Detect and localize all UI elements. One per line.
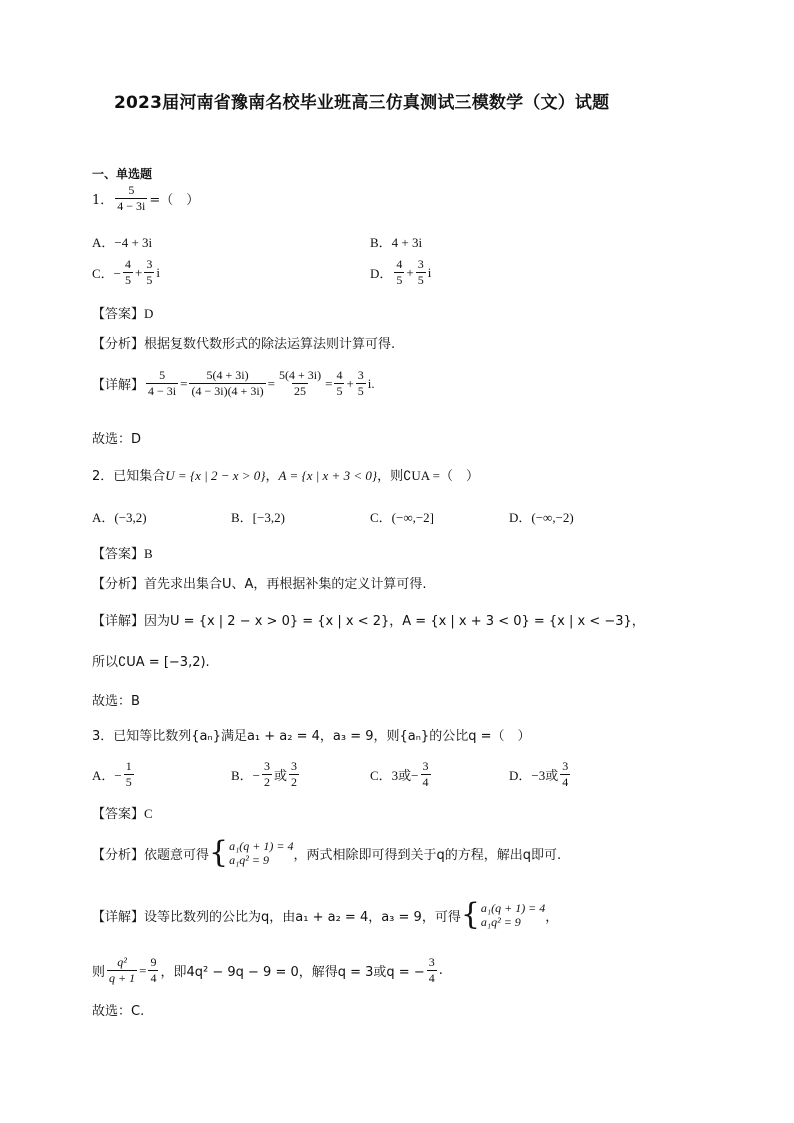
option-b: B．− $\frac{3}{2}$ 或 $\frac{3}{2}$	[231, 759, 298, 789]
option-d: D．(−∞,−2)	[509, 510, 574, 525]
conclusion: 故选：B	[92, 694, 140, 709]
option-a: A．− $\frac{1}{5}$	[92, 759, 132, 789]
answer-line: 【答案】D	[92, 306, 154, 322]
option-c: C．(−∞,−2]	[370, 510, 435, 525]
analysis-line: 【分析】 依题意可得 { a₁(q + 1) = 4 a₁q² = 9 ，两式相除即可得到关于q的方程，解出q即可.	[92, 835, 562, 870]
detail-line: 【详解】因为U = {x | 2 − x > 0} = {x | x < 2}，A = {x | x + 3 < 0} = {x | x < −3}，	[92, 614, 645, 629]
question-number: 1．	[92, 193, 114, 208]
analysis-line: 【分析】首先求出集合U、A，再根据补集的定义计算可得.	[92, 577, 427, 592]
question-3: 3．已知等比数列{aₙ}满足a₁ + a₂ = 4，a₃ = 9，则{aₙ}的公比q =（ ）	[92, 729, 531, 744]
conclusion: 故选：C.	[92, 1004, 145, 1019]
detail-line-2: 则 $\frac{\text{q²}}{q + 1}$ = $\frac{9}{4}$ ，即4q² − 9q − 9 = 0，解得q = 3或q = − $\frac{3}{4}$ .	[92, 955, 443, 985]
question-1: 1． $\frac{5}{4 - 3i}$ =（ ）	[92, 183, 200, 213]
equation-system: { a₁(q + 1) = 4 a₁q² = 9	[460, 897, 546, 932]
answer-line: 【答案】B	[92, 546, 153, 562]
option-c: C．3或− $\frac{3}{4}$	[370, 759, 429, 789]
analysis-line: 【分析】根据复数代数形式的除法运算法则计算可得.	[92, 337, 396, 352]
document-title: 2023届河南省豫南名校毕业班高三仿真测试三模数学（文）试题	[114, 93, 610, 113]
option-a: A．−4 + 3i	[92, 235, 153, 250]
detail-line-2: 所以∁UA = [−3,2).	[92, 655, 210, 670]
detail-line: 【详解】 $\frac{5}{4 - 3i}$ = $\frac{5(4 + 3i)}{(4 - 3i)(4 + 3i)}$ = $\frac{5(4 + 3i)}{25}$ = $\frac{4}{5}$ + $\frac{3}{5}$ i.	[92, 368, 375, 398]
fraction: $\frac{5}{4 - 3i}$	[117, 183, 146, 213]
section-heading: 一、单选题	[92, 167, 153, 181]
option-b: B．4 + 3i	[370, 235, 423, 250]
equation-system: { a₁(q + 1) = 4 a₁q² = 9	[209, 835, 294, 870]
option-d: D．−3或 $\frac{3}{4}$	[509, 759, 569, 789]
answer-line: 【答案】C	[92, 806, 153, 822]
option-a: A．(−3,2)	[92, 510, 147, 525]
option-c: C．− $\frac{4}{5}$ + $\frac{3}{5}$ i	[92, 257, 160, 287]
conclusion: 故选：D	[92, 432, 142, 447]
detail-line: 【详解】 设等比数列的公比为q，由a₁ + a₂ = 4，a₃ = 9，可得 { a₁(q + 1) = 4 a₁q² = 9 ，	[92, 897, 559, 932]
question-2: 2．已知集合U = {x | 2 − x > 0}，A = {x | x + 3 < 0}，则∁UA =（ ）	[92, 468, 479, 484]
option-b: B．[−3,2)	[231, 510, 285, 525]
option-d: D． $\frac{4}{5}$ + $\frac{3}{5}$ i	[370, 257, 432, 287]
